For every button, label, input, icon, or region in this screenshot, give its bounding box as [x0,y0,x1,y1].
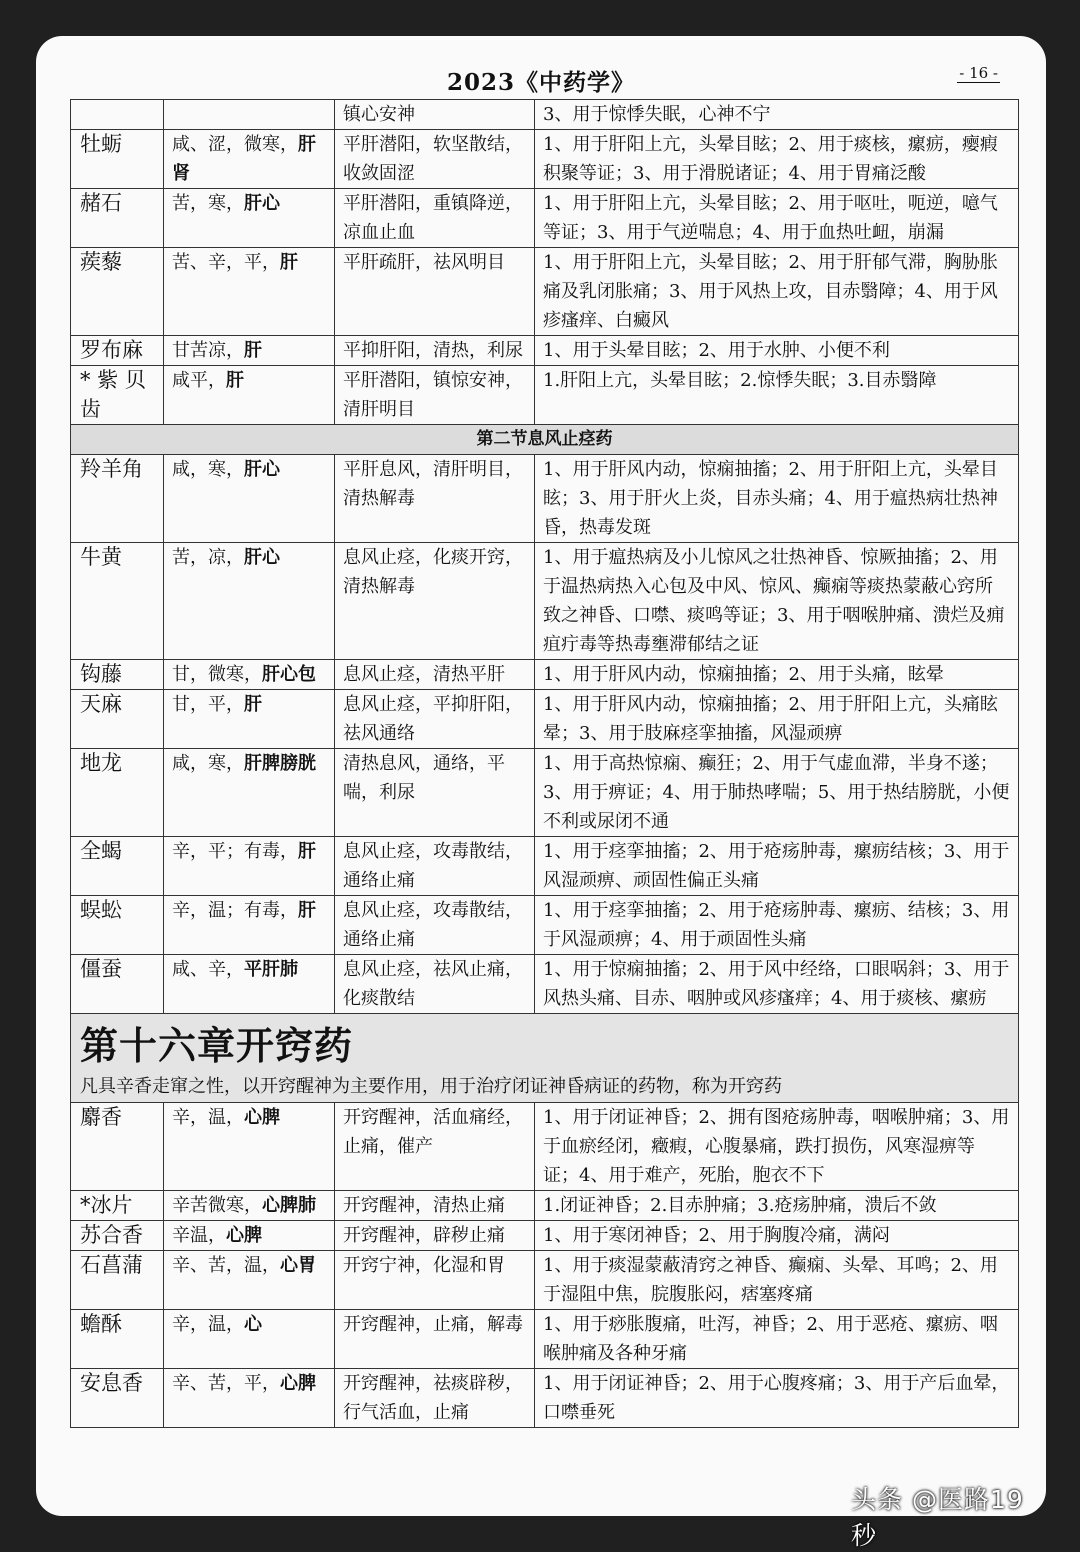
herb-meridian: 肝 [298,900,316,921]
herb-meridian: 肝心 [244,459,280,480]
herb-name: 天麻 [71,690,164,749]
herb-properties [164,896,335,955]
table-row [71,1221,1019,1251]
chapter-heading [71,1014,1019,1103]
herb-name: 全蝎 [71,837,164,896]
herb-table [70,99,1019,1428]
table-row [71,1191,1019,1221]
herb-actions: 开窍醒神，活血痛经，止痛，催产 [335,1103,535,1191]
herb-name: 僵蚕 [71,955,164,1014]
herb-nature-flavor: 甘苦凉， [172,340,244,361]
herb-properties [164,100,335,130]
herb-actions: 开窍醒神，清热止痛 [335,1191,535,1221]
herb-properties [164,749,335,837]
herb-uses: 1、用于肝阳上亢，头晕目眩；2、用于呕吐，呃逆，噫气等证；3、用于气逆喘息；4、用于血热吐衄，崩漏 [535,189,1019,248]
herb-properties [164,1221,335,1251]
herb-nature-flavor: 辛，温；有毒， [172,900,298,921]
herb-name: 石菖蒲 [71,1251,164,1310]
herb-name: 罗布麻 [71,336,164,366]
herb-meridian: 肝 [280,252,298,273]
herb-actions: 镇心安神 [335,100,535,130]
herb-name: 蒺藜 [71,248,164,336]
herb-meridian: 心脾 [244,1107,280,1128]
herb-properties [164,455,335,543]
section-heading-row [71,425,1019,455]
herb-actions: 开窍醒神，祛痰辟秽，行气活血，止痛 [335,1369,535,1428]
herb-actions: 平肝潜阳，镇惊安神，清肝明目 [335,366,535,425]
herb-actions: 平肝潜阳，软坚散结，收敛固涩 [335,130,535,189]
herb-actions: 息风止痉，平抑肝阳，祛风通络 [335,690,535,749]
herb-properties [164,1191,335,1221]
herb-actions: 息风止痉，祛风止痛，化痰散结 [335,955,535,1014]
herb-actions: 平肝潜阳，重镇降逆，凉血止血 [335,189,535,248]
herb-actions: 息风止痉，攻毒散结，通络止痛 [335,896,535,955]
table-row [71,543,1019,660]
herb-nature-flavor: 咸、辛， [172,959,244,980]
herb-nature-flavor: 辛苦微寒， [172,1195,262,1216]
herb-uses: 1、用于瘟热病及小儿惊风之壮热神昏、惊厥抽搐；2、用于温热病热入心包及中风、惊风、癫痫等痰热蒙蔽心窍所致之神昏、口噤、痰鸣等证；3、用于咽喉肿痛、溃烂及痈疽疔毒等热毒壅滞郁结之证 [535,543,1019,660]
herb-actions: 开窍宁神，化湿和胃 [335,1251,535,1310]
herb-meridian: 肝 [244,694,262,715]
herb-name: 牛黄 [71,543,164,660]
herb-uses: 1、用于肝阳上亢，头晕目眩；2、用于痰核，瘰疬，瘿瘕积聚等证；3、用于滑脱诸证；4、用于胃痛泛酸 [535,130,1019,189]
herb-uses: 1.闭证神昏；2.目赤肿痛；3.疮疡肿痛，溃后不敛 [535,1191,1019,1221]
herb-nature-flavor: 辛、苦，温， [172,1255,280,1276]
herb-meridian: 肝 [298,841,316,862]
herb-properties [164,955,335,1014]
page-number: - 16 - [959,64,998,82]
herb-nature-flavor: 辛，温， [172,1107,244,1128]
herb-meridian: 心脾 [280,1373,316,1394]
herb-actions: 清热息风，通络，平喘，利尿 [335,749,535,837]
table-row [71,1103,1019,1191]
herb-actions: 开窍醒神，辟秽止痛 [335,1221,535,1251]
herb-properties [164,690,335,749]
table-row [71,749,1019,837]
herb-name: 安息香 [71,1369,164,1428]
herb-nature-flavor: 辛、苦，平， [172,1373,280,1394]
herb-uses: 1、用于闭证神昏；2、拥有图疮疡肿毒，咽喉肿痛；3、用于血瘀经闭，癥瘕，心腹暴痛，跌打损伤，风寒湿痹等证；4、用于难产，死胎，胞衣不下 [535,1103,1019,1191]
herb-properties [164,1251,335,1310]
herb-uses: 1、用于头晕目眩；2、用于水肿、小便不利 [535,336,1019,366]
herb-actions: 息风止痉，攻毒散结，通络止痛 [335,837,535,896]
herb-uses: 1、用于痰湿蒙蔽清窍之神昏、癫痫、头晕、耳鸣；2、用于湿阻中焦，脘腹胀闷，痞塞疼痛 [535,1251,1019,1310]
herb-name: 钩藤 [71,660,164,690]
table-row [71,189,1019,248]
page-header [36,36,1046,100]
table-row [71,690,1019,749]
herb-meridian: 肝 [244,340,262,361]
herb-nature-flavor: 苦、辛，平， [172,252,280,273]
herb-meridian: 肝心包 [262,664,316,685]
herb-name: 蜈蚣 [71,896,164,955]
herb-uses: 1.肝阳上亢，头晕目眩；2.惊悸失眠；3.目赤翳障 [535,366,1019,425]
table-row [71,248,1019,336]
herb-uses: 1、用于肝阳上亢，头晕目眩；2、用于肝郁气滞，胸胁胀痛及乳闭胀痛；3、用于风热上攻，目赤翳障；4、用于风疹瘙痒、白癜风 [535,248,1019,336]
herb-uses: 1、用于肝风内动，惊痫抽搐；2、用于头痛，眩晕 [535,660,1019,690]
chapter-title: 第十六章开窍药 [80,1024,354,1068]
herb-nature-flavor: 辛温， [172,1225,226,1246]
herb-name: 地龙 [71,749,164,837]
herb-meridian: 肝肾 [172,134,316,184]
herb-uses: 1、用于痉挛抽搐；2、用于疮疡肿毒，瘰疬结核；3、用于风湿顽痹、顽固性偏正头痛 [535,837,1019,896]
herb-name: * 紫 贝 齿 [71,366,164,425]
herb-nature-flavor: 咸、涩，微寒， [172,134,298,155]
herb-nature-flavor: 咸平， [172,370,226,391]
herb-nature-flavor: 苦，寒， [172,193,244,214]
herb-properties [164,1369,335,1428]
herb-meridian: 肝 [226,370,244,391]
herb-properties [164,543,335,660]
herb-meridian: 肝心 [244,193,280,214]
herb-name: *冰片 [71,1191,164,1221]
herb-meridian: 心胃 [280,1255,316,1276]
herb-uses: 1、用于痉挛抽搐；2、用于疮疡肿毒、瘰疬、结核；3、用于风湿顽痹；4、用于顽固性头痛 [535,896,1019,955]
herb-actions: 平抑肝阳，清热，利尿 [335,336,535,366]
table-row [71,1369,1019,1428]
table-row [71,660,1019,690]
herb-properties [164,336,335,366]
herb-uses: 1、用于肝风内动，惊痫抽搐；2、用于肝阳上亢，头痛眩晕；3、用于肢麻痉挛抽搐，风湿顽痹 [535,690,1019,749]
table-row [71,1251,1019,1310]
herb-actions: 息风止痉，清热平肝 [335,660,535,690]
herb-actions: 息风止痉，化痰开窍，清热解毒 [335,543,535,660]
herb-nature-flavor: 咸，寒， [172,459,244,480]
herb-nature-flavor: 辛，平；有毒， [172,841,298,862]
herb-properties [164,189,335,248]
herb-actions: 平肝疏肝，祛风明目 [335,248,535,336]
herb-meridian: 心 [244,1314,262,1335]
herb-meridian: 心脾肺 [262,1195,316,1216]
table-row [71,896,1019,955]
herb-nature-flavor: 咸，寒， [172,753,244,774]
herb-name: 麝香 [71,1103,164,1191]
chapter-heading-row [71,1014,1019,1103]
table-row [71,955,1019,1014]
document-title: 2023《中药学》 [446,69,635,96]
herb-properties [164,1103,335,1191]
herb-name: 苏合香 [71,1221,164,1251]
herb-uses: 1、用于惊痫抽搐；2、用于风中经络，口眼㖞斜；3、用于风热头痛、目赤、咽肿或风疹瘙痒；4、用于痰核、瘰疬 [535,955,1019,1014]
herb-properties [164,1310,335,1369]
herb-properties [164,248,335,336]
watermark: 头条 @医路19秒 [851,1485,1024,1550]
herb-uses: 1、用于肝风内动，惊痫抽搐；2、用于肝阳上亢，头晕目眩；3、用于肝火上炎，目赤头痛；4、用于瘟热病壮热神昏，热毒发斑 [535,455,1019,543]
herb-uses: 3、用于惊悸失眠，心神不宁 [535,100,1019,130]
chapter-description: 凡具辛香走窜之性，以开窍醒神为主要作用，用于治疗闭证神昏病证的药物，称为开窍药 [80,1076,782,1097]
document-page [36,36,1046,1550]
herb-meridian: 肝脾膀胱 [244,753,316,774]
herb-nature-flavor: 苦，凉， [172,547,244,568]
herb-nature-flavor: 辛，温， [172,1314,244,1335]
herb-properties [164,837,335,896]
herb-properties [164,660,335,690]
table-row [71,336,1019,366]
herb-nature-flavor: 甘，平， [172,694,244,715]
herb-uses: 1、用于高热惊痫、癫狂；2、用于气虚血滞，半身不遂；3、用于痹证；4、用于肺热哮喘；5、用于热结膀胱，小便不利或尿闭不通 [535,749,1019,837]
herb-name: 赭石 [71,189,164,248]
herb-name [71,100,164,130]
table-row [71,837,1019,896]
herb-uses: 1、用于闭证神昏；2、用于心腹疼痛；3、用于产后血晕，口噤垂死 [535,1369,1019,1428]
herb-nature-flavor: 甘，微寒， [172,664,262,685]
herb-actions: 开窍醒神，止痛，解毒 [335,1310,535,1369]
table-row-continued [71,100,1019,130]
table-row [71,366,1019,425]
herb-meridian: 平肝肺 [244,959,298,980]
herb-meridian: 肝心 [244,547,280,568]
table-row [71,130,1019,189]
herb-actions: 平肝息风，清肝明目，清热解毒 [335,455,535,543]
herb-meridian: 心脾 [226,1225,262,1246]
herb-uses: 1、用于痧胀腹痛，吐泻，神昏；2、用于恶疮、瘰疬、咽喉肿痛及各种牙痛 [535,1310,1019,1369]
herb-properties [164,366,335,425]
herb-name: 牡蛎 [71,130,164,189]
herb-properties [164,130,335,189]
table-row [71,455,1019,543]
herb-name: 蟾酥 [71,1310,164,1369]
section-heading: 第二节息风止痉药 [71,425,1019,455]
herb-uses: 1、用于寒闭神昏；2、用于胸腹冷痛，满闷 [535,1221,1019,1251]
table-row [71,1310,1019,1369]
herb-name: 羚羊角 [71,455,164,543]
